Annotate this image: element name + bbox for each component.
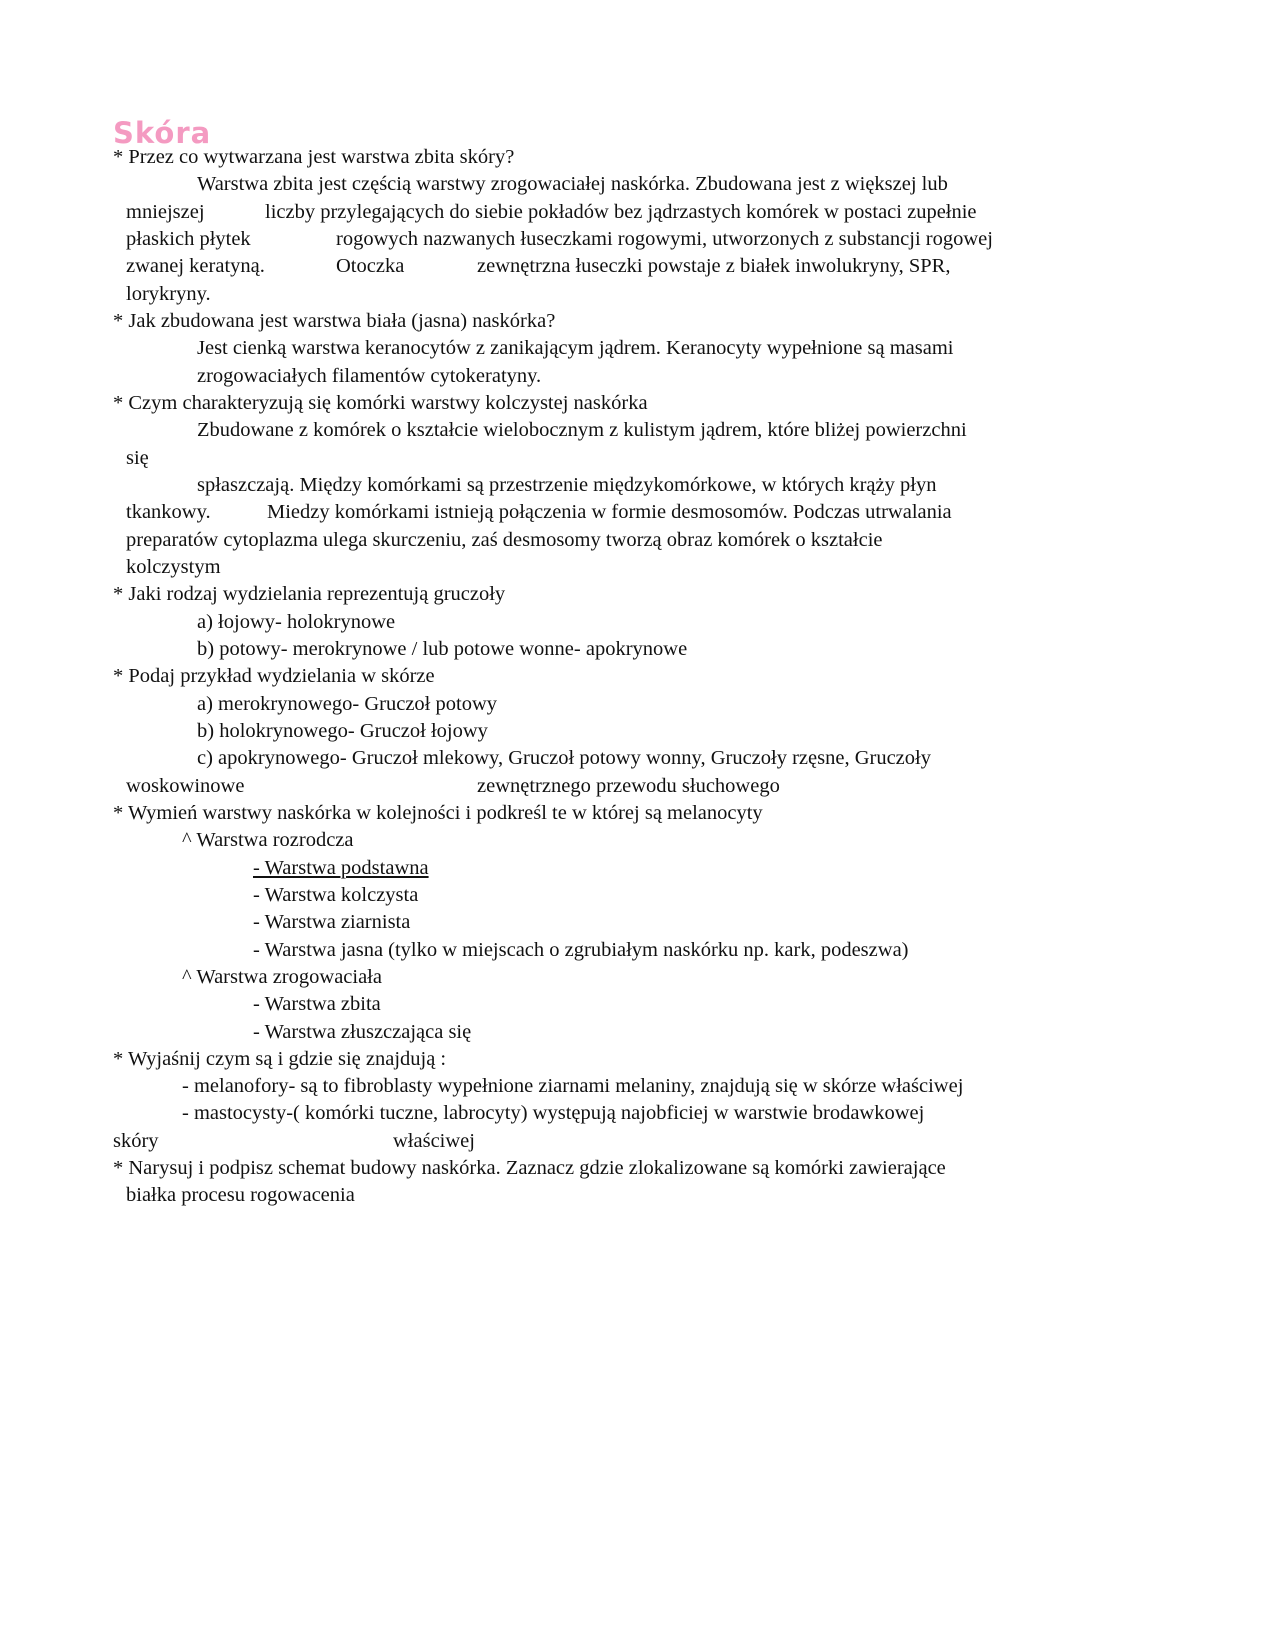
answer-text: Otoczka	[336, 255, 405, 278]
answer-line	[0, 1100, 1275, 1127]
answer-line	[0, 226, 1275, 253]
answer-text: liczby przylegających do siebie pokładów bez jądrzastych komórek w postaci zupełnie	[265, 200, 977, 223]
answer-line	[0, 609, 1275, 636]
question-4	[0, 581, 1275, 608]
answer-text: zrogowaciałych filamentów cytokeratyny.	[197, 364, 542, 387]
question-text: * Czym charakteryzują się komórki warstwy kolczystej naskórka	[113, 391, 648, 414]
question-3	[0, 390, 1275, 417]
answer-line	[0, 472, 1275, 499]
layer-item	[0, 909, 1275, 936]
question-text: * Wymień warstwy naskórka w kolejności i podkreśl te w której są melanocyty	[113, 801, 763, 824]
answer-text: ^ Warstwa rozrodcza	[182, 829, 354, 852]
document-body	[0, 144, 1275, 1210]
question-6	[0, 800, 1275, 827]
question-text: * Wyjaśnij czym są i gdzie się znajdują :	[113, 1047, 447, 1070]
layer-group	[0, 964, 1275, 991]
underlined-layer-text: - Warstwa podstawna	[253, 856, 429, 879]
answer-line	[0, 335, 1275, 362]
question-2	[0, 308, 1275, 335]
question-8	[0, 1155, 1275, 1182]
answer-line	[0, 636, 1275, 663]
question-text: * Jak zbudowana jest warstwa biała (jasna) naskórka?	[113, 309, 556, 332]
answer-text: Zbudowane z komórek o kształcie wielobocznym z kulistym jądrem, które bliżej powierzchni	[197, 419, 967, 442]
layer-item	[0, 991, 1275, 1018]
answer-line	[0, 691, 1275, 718]
answer-text: kolczystym	[126, 555, 221, 578]
answer-line	[0, 417, 1275, 444]
answer-line	[0, 554, 1275, 581]
answer-line	[0, 718, 1275, 745]
answer-text: zewnętrzna łuseczki powstaje z białek inwolukryny, SPR,	[477, 255, 951, 278]
answer-line	[0, 499, 1275, 526]
answer-text: zwanej keratyną.	[126, 255, 265, 278]
layer-item	[0, 937, 1275, 964]
answer-text: skóry	[113, 1129, 159, 1152]
layer-group	[0, 827, 1275, 854]
answer-text: lorykryny.	[126, 282, 211, 305]
question-text: * Podaj przykład wydzielania w skórze	[113, 665, 435, 688]
answer-line	[0, 773, 1275, 800]
answer-text: zewnętrznego przewodu słuchowego	[477, 774, 780, 797]
answer-text: białka procesu rogowacenia	[126, 1184, 355, 1207]
answer-line	[0, 1182, 1275, 1209]
question-7	[0, 1046, 1275, 1073]
answer-text: się	[126, 446, 149, 469]
answer-line	[0, 253, 1275, 280]
question-text: * Przez co wytwarzana jest warstwa zbita skóry?	[113, 146, 515, 168]
answer-line	[0, 281, 1275, 308]
answer-line	[0, 363, 1275, 390]
answer-text: Miedzy komórkami istnieją połączenia w formie desmosomów. Podczas utrwalania	[267, 501, 952, 524]
answer-line	[0, 199, 1275, 226]
answer-text: Warstwa zbita jest częścią warstwy zrogowaciałej naskórka. Zbudowana jest z większej lub	[197, 173, 948, 196]
layer-item	[0, 882, 1275, 909]
answer-text: mniejszej	[126, 200, 205, 223]
answer-text: - melanofory- są to fibroblasty wypełnione ziarnami melaniny, znajdują się w skórze właściwej	[182, 1075, 964, 1098]
answer-text: a) łojowy- holokrynowe	[197, 610, 396, 633]
answer-text: płaskich płytek	[126, 227, 251, 250]
answer-text: ^ Warstwa zrogowaciała	[182, 965, 382, 988]
document-title: Skóra	[113, 116, 212, 150]
answer-text: b) holokrynowego- Gruczoł łojowy	[197, 719, 488, 742]
answer-text: preparatów cytoplazma ulega skurczeniu, zaś desmosomy tworzą obraz komórek o kształcie	[126, 528, 883, 551]
answer-text: - Warstwa kolczysta	[253, 883, 419, 906]
answer-text: właściwej	[393, 1129, 475, 1152]
answer-text: rogowych nazwanych łuseczkami rogowymi, utworzonych z substancji rogowej	[336, 227, 993, 250]
answer-line	[0, 745, 1275, 772]
answer-line	[0, 1128, 1275, 1155]
answer-text: - mastocysty-( komórki tuczne, labrocyty) występują najobficiej w warstwie brodawkowej	[182, 1102, 925, 1125]
question-1	[0, 144, 1275, 171]
answer-text: - Warstwa ziarnista	[253, 911, 411, 934]
answer-text: tkankowy.	[126, 501, 211, 524]
answer-line	[0, 445, 1275, 472]
answer-line	[0, 171, 1275, 198]
answer-line	[0, 1073, 1275, 1100]
answer-line	[0, 527, 1275, 554]
layer-item	[0, 855, 1275, 882]
answer-text: - Warstwa zbita	[253, 993, 381, 1016]
answer-text: b) potowy- merokrynowe / lub potowe wonne- apokrynowe	[197, 637, 688, 660]
answer-text: c) apokrynowego- Gruczoł mlekowy, Gruczoł potowy wonny, Gruczoły rzęsne, Gruczoły	[197, 747, 931, 770]
question-5	[0, 663, 1275, 690]
answer-text: woskowinowe	[126, 774, 245, 797]
answer-text: - Warstwa jasna (tylko w miejscach o zgrubiałym naskórku np. kark, podeszwa)	[253, 938, 909, 961]
answer-text: a) merokrynowego- Gruczoł potowy	[197, 692, 498, 715]
question-text: * Narysuj i podpisz schemat budowy naskórka. Zaznacz gdzie zlokalizowane są komórki zawierające	[113, 1157, 946, 1180]
answer-text: - Warstwa złuszczająca się	[253, 1020, 472, 1043]
answer-text: spłaszczają. Między komórkami są przestrzenie międzykomórkowe, w których krąży płyn	[197, 473, 937, 496]
layer-item	[0, 1019, 1275, 1046]
question-text: * Jaki rodzaj wydzielania reprezentują gruczoły	[113, 583, 506, 606]
answer-text: Jest cienką warstwa keranocytów z zanikającym jądrem. Keranocyty wypełnione są masami	[197, 337, 954, 360]
